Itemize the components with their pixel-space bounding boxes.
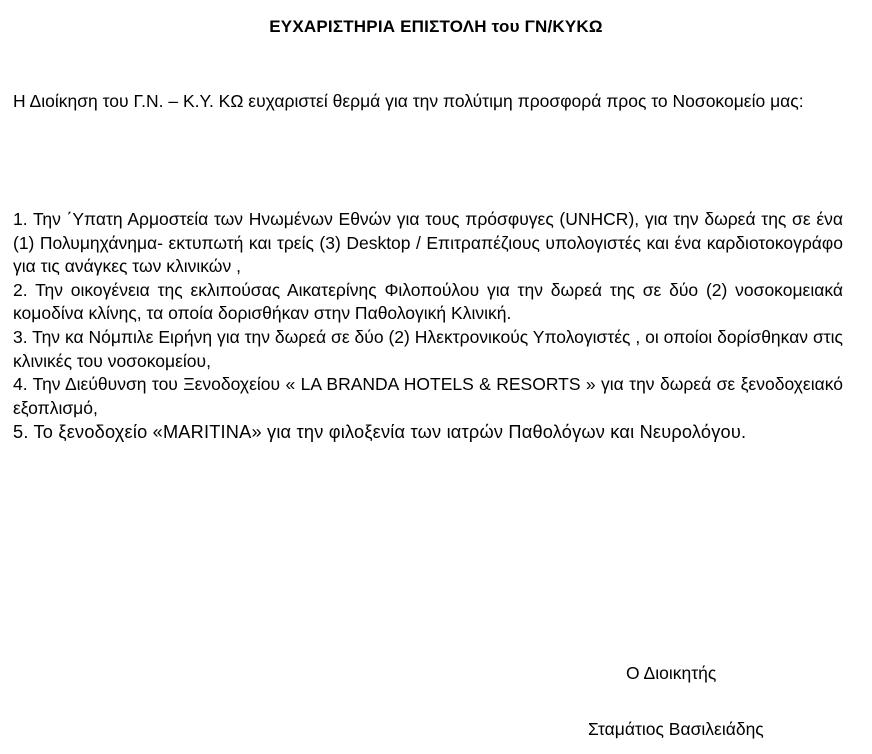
list-item: 4. Την Διεύθυνση του Ξενοδοχείου « LA BRANDA HOTELS & RESORTS » για την δωρεά σε ξενοδοχειακό εξοπλισμό, bbox=[13, 374, 843, 418]
signature-role: Ο Διοικητής bbox=[626, 663, 717, 683]
list-item: 1. Την ΄Υπατη Αρμοστεία των Ηνωμένων Εθνών για τους πρόσφυγες (UNHCR), για την δωρεά της σε ένα (1) Πολυμηχάνημα- εκτυπωτή και τρείς (3) Desktop / Επιτραπέζιους υπολογιστές και ένα καρδιοτοκογράφο για τις ανάγκες των κλινικών , bbox=[13, 209, 843, 277]
signature-name: Σταμάτιος Βασιλειάδης bbox=[588, 719, 764, 739]
list-item: 3. Την κα Νόμπιλε Ειρήνη για την δωρεά σε δύο (2) Ηλεκτρονικούς Υπολογιστές , οι οποίοι δορίσθηκαν στις κλινικές του νοσοκομείου, bbox=[13, 326, 843, 371]
thanks-list bbox=[13, 208, 843, 445]
list-item: 5. Το ξενοδοχείο «MARITINA» για την φιλοξενία των ιατρών Παθολόγων και Νευρολόγου. bbox=[13, 422, 747, 443]
intro-paragraph: Η Διοίκηση του Γ.Ν. – Κ.Υ. ΚΩ ευχαριστεί θερμά για την πολύτιμη προσφορά προς το Νοσοκομείο μας: bbox=[13, 91, 804, 111]
list-item: 2. Την οικογένεια της εκλιπούσας Αικατερίνης Φιλοπούλου για την δωρεά της σε δύο (2) νοσοκομειακά κομοδίνα κλίνης, τα οποία δορισθήκαν στην Παθολογική Κλινική. bbox=[13, 279, 843, 324]
letter-title: ΕΥΧΑΡΙΣΤΗΡΙΑ ΕΠΙΣΤΟΛΗ του ΓΝ/ΚΥΚΩ bbox=[269, 17, 603, 36]
